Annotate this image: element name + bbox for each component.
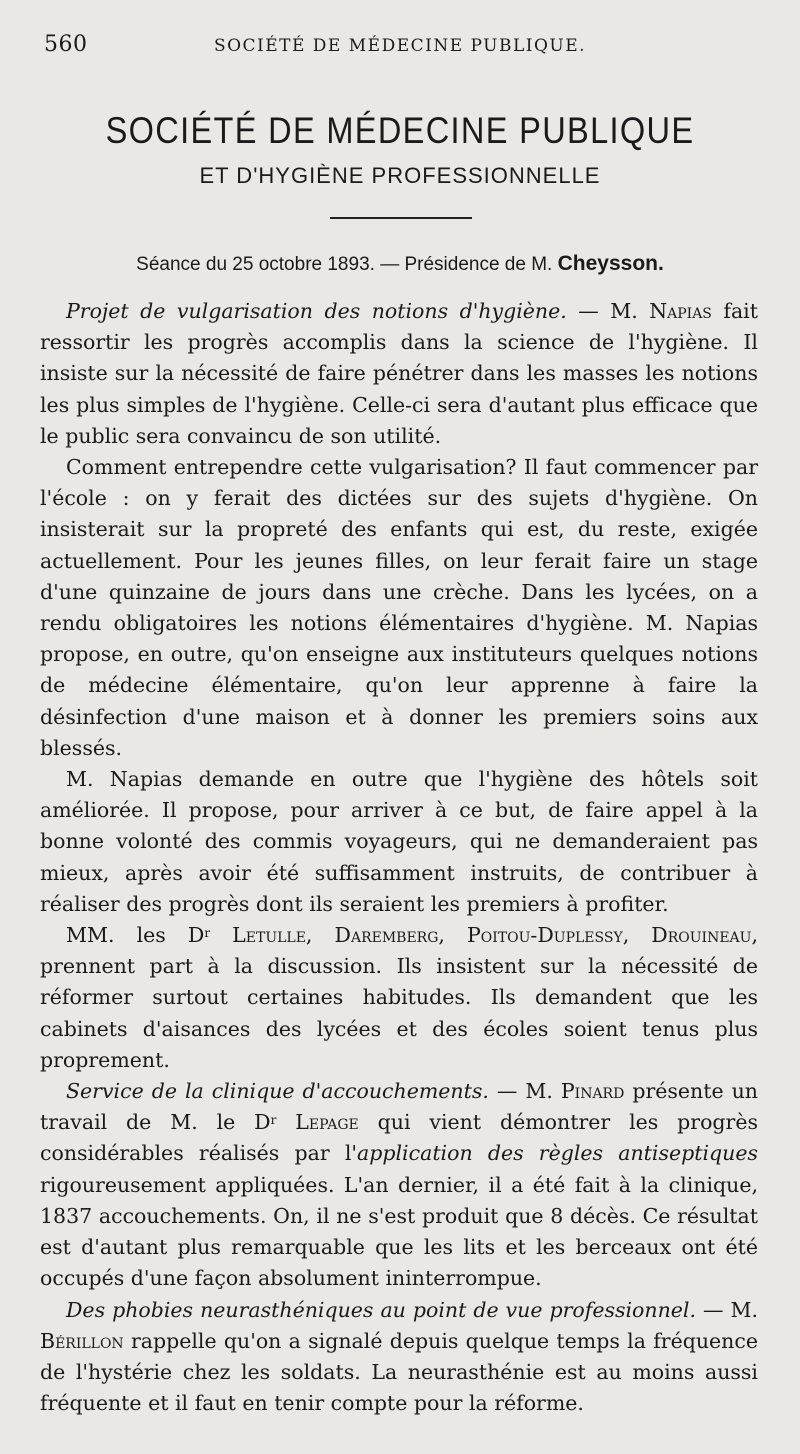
- paragraph-clinique: [40, 1076, 758, 1294]
- running-head: SOCIÉTÉ DE MÉDECINE PUBLIQUE.: [213, 36, 587, 56]
- paragraph-text: fait ressortir les progrès accomplis dans la science de l'hygiène. Il insiste sur la nécessité de faire pénétrer dans les masses les notions les plus simples de l'hygiène. Celle-ci sera d'autant plus efficace que le public sera convaincu de son utilité.: [40, 299, 758, 448]
- paragraph-text: — M.: [488, 1079, 561, 1104]
- title-divider: [330, 217, 472, 219]
- paragraph-text: MM. les D: [66, 923, 205, 948]
- superscript: r: [270, 1113, 277, 1128]
- session-line: [0, 252, 800, 276]
- paragraph-phobies: [40, 1295, 758, 1420]
- paragraph-discussion: [40, 920, 758, 1076]
- society-title: SOCIÉTÉ DE MÉDECINE PUBLIQUE: [105, 110, 695, 151]
- paragraph-text: rigoureusement appliquées. L'an dernier, il a été fait à la clinique, 1837 accouchements. On, il ne s'est produit que 8 décès. Ce résultat est d'autant plus remarquable que les lits et les berceaux ont été occupés d'une façon absolument ininterrompue.: [40, 1172, 758, 1291]
- paragraph-ecole: Comment entrependre cette vulgarisation? Il faut commencer par l'école : on y ferait des dictées sur des sujets d'hygiène. On insisterait sur la propreté des enfants qui est, du reste, exigée actuellement. Pour les jeunes filles, on leur ferait faire un stage d'une quinzaine de jours dans une crèche. Dans les lycées, on a rendu obligatoires les notions élémentaires d'hygiène. M. Napias propose, en outre, qu'on enseigne aux instituteurs quelques notions de médecine élémentaire, qu'on leur apprenne à faire la désinfection d'une maison et à donner les premiers soins aux blessés.: [40, 455, 758, 760]
- paragraph-text: présente un travail de M. le D: [40, 1079, 758, 1135]
- speaker-name: Napias: [649, 299, 712, 323]
- paragraph-text: prennent part à la discussion. Ils insistent sur la nécessité de réformer surtout certaines habitudes. Ils demandent que les cabinets d'aisances des lycées et des écoles soient tenus plus proprement.: [40, 954, 758, 1072]
- paragraph-text: rappelle qu'on a signalé depuis quelque temps la fréquence de l'hystérie chez les soldats. La neurasthénie est au moins aussi fréquente et il faut en tenir compte pour la réforme.: [40, 1328, 758, 1416]
- society-subtitle: ET D'HYGIÈNE PROFESSIONNELLE: [199, 163, 601, 188]
- paragraph-text: — M.: [566, 299, 650, 323]
- section-heading: Des phobies neurasthéniques au point de vue professionnel.: [66, 1297, 696, 1322]
- italic-phrase: application des règles antiseptiques: [357, 1141, 758, 1166]
- speaker-names: Letulle, Daremberg, Poitou-Duplessy, Drouineau,: [210, 923, 758, 948]
- paragraph-hotels: M. Napias demande en outre que l'hygiène des hôtels soit améliorée. Il propose, pour arriver à ce but, de faire appel à la bonne volonté des commis voyageurs, qui ne demanderaient pas mieux, après avoir été suffisamment instruits, de contribuer à réaliser des progrès dont ils seraient les premiers à profiter.: [40, 767, 758, 916]
- paragraph-text: qui vient démontrer les progrès considérables réalisés par l': [40, 1110, 758, 1166]
- article-body: [40, 296, 758, 1419]
- section-heading: Projet de vulgarisation des notions d'hygiène.: [66, 299, 567, 323]
- speaker-name: Bérillon: [40, 1328, 124, 1353]
- president-name: Cheysson.: [557, 252, 664, 275]
- paragraph-text: — M.: [696, 1297, 758, 1322]
- author-name: Lepage: [276, 1110, 359, 1135]
- superscript: r: [204, 926, 211, 941]
- session-text: Séance du 25 octobre 1893. — Présidence de M.: [136, 254, 558, 275]
- paragraph-vulgarisation: [40, 296, 758, 452]
- page-number: 560: [44, 32, 88, 57]
- section-heading: Service de la clinique d'accouchements.: [66, 1079, 489, 1104]
- speaker-name: Pinard: [560, 1079, 625, 1104]
